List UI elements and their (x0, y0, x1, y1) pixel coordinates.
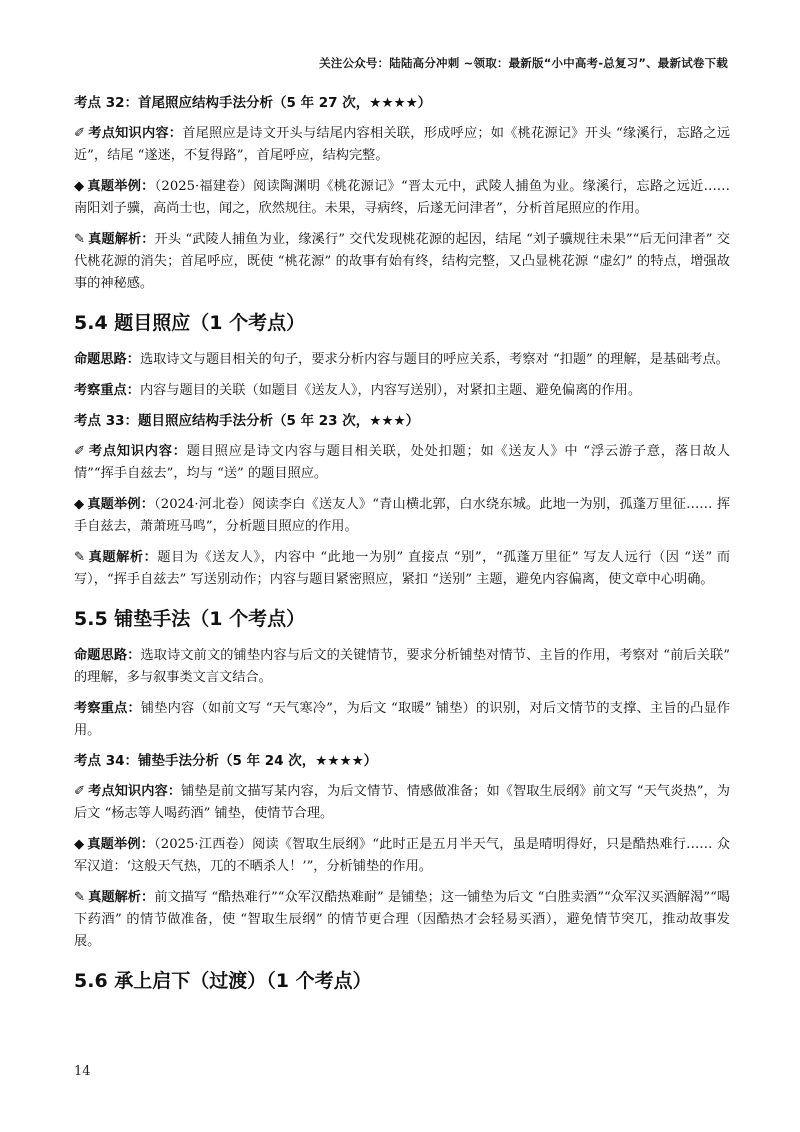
example-label: 真题举例 (87, 837, 141, 852)
analysis-label: 真题解析 (88, 890, 141, 905)
pencil-icon: ✐ (74, 784, 86, 799)
kp32-title: 考点 32：首尾照应结构手法分析（5 年 27 次，★★★★） (74, 95, 432, 111)
kp33-example: ◆ 真题举例：（2024·河北卷）阅读李白《送友人》“青山横北郭，白水绕东城。此地一为别，孤蓬万里征…… 挥手自兹去，萧萧班马鸣”，分析题目照应的作用。 (74, 497, 731, 534)
s55-focus-text: 铺垫内容（如前文写 “天气寒冷”，为后文 “取暖” 铺垫）的识别，对后文情节的支撑、主旨的凸显作用。 (74, 701, 731, 738)
focus-label: 考察重点 (74, 701, 128, 716)
s54-focus: 考察重点：内容与题目的关联（如题目《送友人》，内容写送别），对紧扣主题、避免偏离的作用。 (74, 383, 642, 398)
analysis-label: 真题解析 (88, 550, 144, 565)
example-label: 真题举例 (87, 497, 141, 512)
knowledge-label: 考点知识内容 (88, 444, 173, 459)
knowledge-label: 考点知识内容 (88, 784, 168, 799)
section-5-6-title: 5.6 承上启下（过渡）（1 个考点） (74, 970, 372, 992)
knowledge-label: 考点知识内容 (88, 126, 169, 141)
page-number: 14 (74, 1064, 91, 1079)
diamond-icon: ◆ (74, 179, 85, 194)
kp34-example-text: （2025·江西卷）阅读《智取生辰纲》“此时正是五月半天气，虽是晴明得好，只是酷热难行…… 众军汉道：‘这般天气热，兀的不晒杀人！’”，分析铺垫的作用。 (74, 837, 731, 874)
kp33-knowledge: ✐ 考点知识内容：题目照应是诗文内容与题目相关联，处处扣题；如《送友人》中 “浮云游子意，落日故人情”“挥手自兹去”，均与 “送” 的题目照应。 (74, 444, 731, 481)
pencil-icon: ✐ (74, 444, 86, 459)
kp34-knowledge: ✐ 考点知识内容：铺垫是前文描写某内容，为后文情节、情感做准备；如《智取生辰纲》前文写 “天气炎热”，为后文 “杨志等人喝药酒” 铺垫，使情节合理。 (74, 784, 730, 821)
page-content (74, 93, 730, 1007)
kp34-example: ◆ 真题举例：（2025·江西卷）阅读《智取生辰纲》“此时正是五月半天气，虽是晴明得好，只是酷热难行…… 众军汉道：‘这般天气热，兀的不晒杀人！’”，分析铺垫的作用。 (74, 837, 731, 874)
kp32-analysis: ✎ 真题解析：开头 “武陵人捕鱼为业，缘溪行” 交代发现桃花源的起因，结尾 “刘子骥规往未果”“后无问津者” 交代桃花源的消失；首尾呼应，既使 “桃花源” 的故事有始有终，结构完整，又凸显桃花源 “虚幻” 的特点，增强故事的神秘感。 (74, 232, 731, 291)
s55-idea: 命题思路：选取诗文前文的铺垫内容与后文的关键情节，要求分析铺垫对情节、主旨的作用，考察对 “前后关联” 的理解，多与叙事类文言文结合。 (74, 648, 731, 685)
pen-icon: ✎ (74, 550, 86, 565)
page-header: 关注公众号：陆陆高分冲刺 ~领取：最新版“小中高考-总复习”、最新试卷下载 (319, 56, 728, 70)
kp32-knowledge-text: 首尾照应是诗文开头与结尾内容相关联，形成呼应；如《桃花源记》开头 “缘溪行，忘路之远近”，结尾 “遂迷，不复得路”，首尾呼应，结构完整。 (74, 126, 731, 163)
kp34-analysis-text: 前文描写 “酷热难行”“众军汉酷热难耐” 是铺垫；这一铺垫为后文 “白胜卖酒”“众军汉买酒解渴”“喝下药酒” 的情节做准备，使 “智取生辰纲” 的情节更合理（因酷热才会轻易买酒），避免情节突兀，推动故事发展。 (74, 890, 731, 949)
idea-label: 命题思路 (74, 648, 128, 663)
s54-idea-text: 选取诗文与题目相关的句子，要求分析内容与题目的呼应关系，考察对 “扣题” 的理解，是基础考点。 (139, 352, 729, 367)
pencil-icon: ✐ (74, 126, 86, 141)
diamond-icon: ◆ (74, 837, 85, 852)
analysis-label: 真题解析 (88, 232, 142, 247)
kp33-example-text: （2024·河北卷）阅读李白《送友人》“青山横北郭，白水绕东城。此地一为别，孤蓬万里征…… 挥手自兹去，萧萧班马鸣”，分析题目照应的作用。 (74, 497, 731, 534)
s55-idea-text: 选取诗文前文的铺垫内容与后文的关键情节，要求分析铺垫对情节、主旨的作用，考察对 “前后关联” 的理解，多与叙事类文言文结合。 (74, 648, 731, 685)
kp33-analysis: ✎ 真题解析：题目为《送友人》，内容中 “此地一为别” 直接点 “别”，“孤蓬万里征” 写友人远行（因 “送” 而写），“挥手自兹去” 写送别动作；内容与题目紧密照应，紧扣 “送别” 主题，避免内容偏离，使文章中心明确。 (74, 550, 731, 587)
kp32-knowledge: ✐ 考点知识内容：首尾照应是诗文开头与结尾内容相关联，形成呼应；如《桃花源记》开头 “缘溪行，忘路之远近”，结尾 “遂迷，不复得路”，首尾呼应，结构完整。 (74, 126, 731, 163)
kp32-example-text: （2025·福建卷）阅读陶渊明《桃花源记》“晋太元中，武陵人捕鱼为业。缘溪行，忘路之远近…… 南阳刘子骥，高尚士也，闻之，欣然规往。未果，寻病终，后遂无问津者”，分析首尾照应的作用。 (74, 179, 730, 216)
kp34-analysis: ✎ 真题解析：前文描写 “酷热难行”“众军汉酷热难耐” 是铺垫；这一铺垫为后文 “白胜卖酒”“众军汉买酒解渴”“喝下药酒” 的情节做准备，使 “智取生辰纲” 的情节更合理（因酷热才会轻易买酒），避免情节突兀，推动故事发展。 (74, 890, 731, 949)
pen-icon: ✎ (74, 232, 86, 247)
diamond-icon: ◆ (74, 497, 85, 512)
kp32-example: ◆ 真题举例：（2025·福建卷）阅读陶渊明《桃花源记》“晋太元中，武陵人捕鱼为业。缘溪行，忘路之远近…… 南阳刘子骥，高尚士也，闻之，欣然规往。未果，寻病终，后遂无问津者”，分析首尾照应的作用。 (74, 179, 730, 216)
idea-label: 命题思路 (74, 352, 127, 367)
s55-focus: 考察重点：铺垫内容（如前文写 “天气寒冷”，为后文 “取暖” 铺垫）的识别，对后文情节的支撑、主旨的凸显作用。 (74, 701, 731, 738)
pen-icon: ✎ (74, 890, 86, 905)
kp33-analysis-text: 题目为《送友人》，内容中 “此地一为别” 直接点 “别”，“孤蓬万里征” 写友人远行（因 “送” 而写），“挥手自兹去” 写送别动作；内容与题目紧密照应，紧扣 “送别” 主题，避免内容偏离，使文章中心明确。 (74, 550, 731, 587)
kp32-analysis-text: 开头 “武陵人捕鱼为业，缘溪行” 交代发现桃花源的起因，结尾 “刘子骥规往未果”“后无问津者” 交代桃花源的消失；首尾呼应，既使 “桃花源” 的故事有始有终，结构完整，又凸显桃花源 “虚幻” 的特点，增强故事的神秘感。 (74, 232, 731, 291)
kp34-knowledge-text: 铺垫是前文描写某内容，为后文情节、情感做准备；如《智取生辰纲》前文写 “天气炎热”，为后文 “杨志等人喝药酒” 铺垫，使情节合理。 (74, 784, 730, 821)
focus-label: 考察重点 (74, 383, 127, 398)
kp33-title: 考点 33：题目照应结构手法分析（5 年 23 次，★★★） (74, 413, 420, 429)
s54-idea: 命题思路：选取诗文与题目相关的句子，要求分析内容与题目的呼应关系，考察对 “扣题” 的理解，是基础考点。 (74, 352, 729, 367)
section-5-4-title: 5.4 题目照应（1 个考点） (74, 312, 306, 334)
kp33-knowledge-text: 题目照应是诗文内容与题目相关联，处处扣题；如《送友人》中 “浮云游子意，落日故人情”“挥手自兹去”，均与 “送” 的题目照应。 (74, 444, 731, 481)
s54-focus-text: 内容与题目的关联（如题目《送友人》，内容写送别），对紧扣主题、避免偏离的作用。 (139, 383, 642, 398)
section-5-5-title: 5.5 铺垫手法（1 个考点） (74, 608, 306, 630)
kp34-title: 考点 34：铺垫手法分析（5 年 24 次，★★★★） (74, 753, 378, 769)
example-label: 真题举例 (87, 179, 142, 194)
